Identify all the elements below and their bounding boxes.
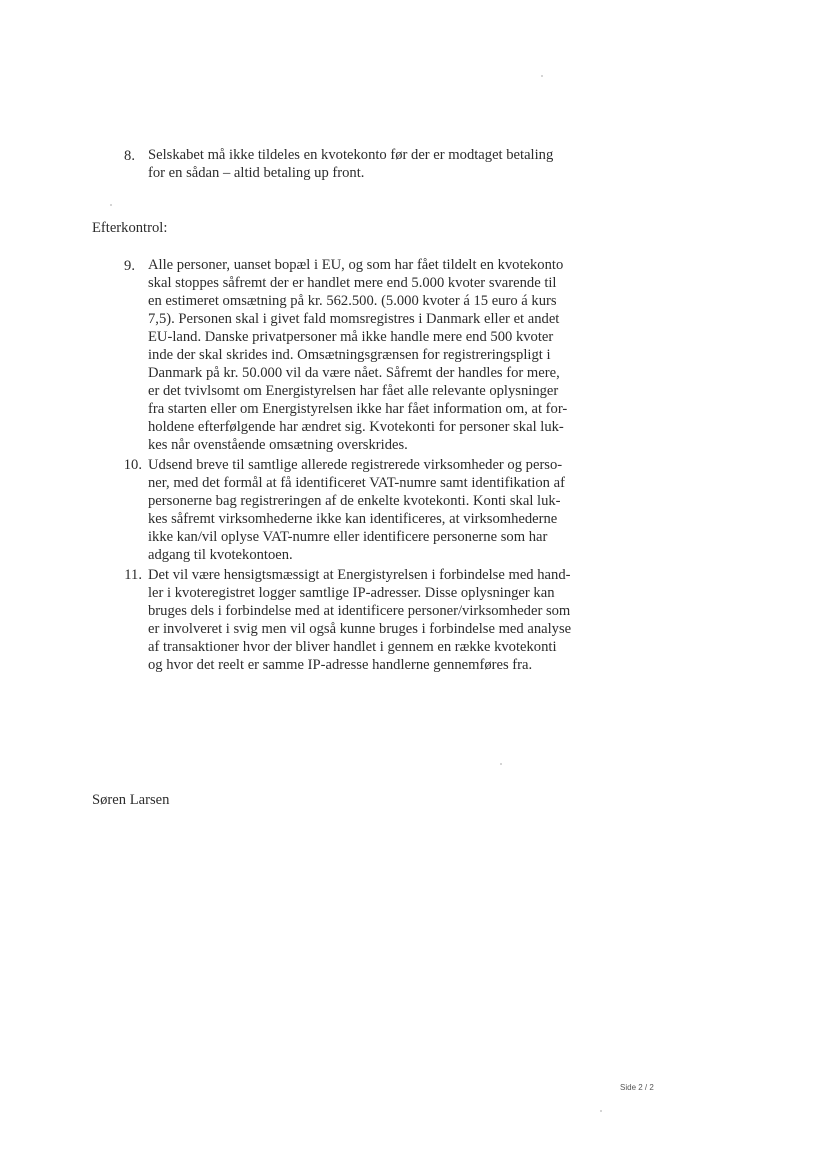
scan-speck — [110, 204, 112, 206]
list-line: Det vil være hensigtsmæssigt at Energistyrelsen i forbindelse med hand- — [148, 567, 571, 583]
list-line: inde der skal skrides ind. Omsætningsgrænsen for registreringspligt i — [148, 347, 551, 363]
list-line: og hvor det reelt er samme IP-adresse handlerne gennemføres fra. — [148, 657, 533, 673]
scan-speck — [541, 75, 543, 77]
list-line: Udsend breve til samtlige allerede registrerede virksomheder og perso- — [148, 457, 563, 473]
section-heading: Efterkontrol: — [92, 220, 168, 236]
list-line: fra starten eller om Energistyrelsen ikke har fået information om, at for- — [148, 401, 568, 417]
list-line: ner, med det formål at få identificeret VAT-numre samt identifikation af — [148, 475, 565, 491]
list-line: kes når ovenstående omsætning overskrides. — [148, 437, 408, 453]
list-line: EU-land. Danske privatpersoner må ikke handle mere end 500 kvoter — [148, 329, 554, 345]
scan-speck — [500, 763, 502, 765]
list-line: skal stoppes såfremt der er handlet mere end 5.000 kvoter svarende til — [148, 275, 557, 291]
list-line: Selskabet må ikke tildeles en kvotekonto før der er modtaget betaling — [148, 147, 554, 163]
list-line: adgang til kvotekontoen. — [148, 547, 293, 563]
list-line: personerne bag registreringen af de enkelte kvotekonti. Konti skal luk- — [148, 493, 561, 509]
list-line: er det tvivlsomt om Energistyrelsen har fået alle relevante oplysninger — [148, 383, 559, 399]
list-number: 10. — [123, 457, 142, 473]
list-line: ler i kvoteregistret logger samtlige IP-adresser. Disse oplysninger kan — [148, 585, 555, 601]
list-line: ikke kan/vil oplyse VAT-numre eller identificere personerne som har — [148, 529, 548, 545]
list-line: Danmark på kr. 50.000 vil da være nået. Såfremt der handles for mere, — [148, 365, 560, 381]
list-line: er involveret i svig men vil også kunne bruges i forbindelse med analyse — [148, 621, 572, 637]
signature-name: Søren Larsen — [92, 792, 170, 808]
list-number: 11. — [124, 567, 142, 583]
list-line: Alle personer, uanset bopæl i EU, og som har fået tildelt en kvotekonto — [148, 257, 564, 273]
list-line: for en sådan – altid betaling up front. — [148, 165, 365, 181]
list-number: 9. — [124, 258, 135, 274]
list-line: bruges dels i forbindelse med at identificere personer/virksomheder som — [148, 603, 571, 619]
list-line: holdene efterfølgende har ændret sig. Kvotekonti for personer skal luk- — [148, 419, 564, 435]
list-line: en estimeret omsætning på kr. 562.500. (5.000 kvoter á 15 euro á kurs — [148, 293, 557, 309]
list-line: kes såfremt virksomhederne ikke kan identificeres, at virksomhederne — [148, 511, 558, 527]
scan-speck — [600, 1110, 602, 1112]
list-number: 8. — [124, 148, 135, 164]
list-line: af transaktioner hvor der bliver handlet i gennem en række kvotekonti — [148, 639, 557, 655]
list-line: 7,5). Personen skal i givet fald momsregistres i Danmark eller et andet — [148, 311, 560, 327]
page-number: Side 2 / 2 — [620, 1083, 654, 1092]
